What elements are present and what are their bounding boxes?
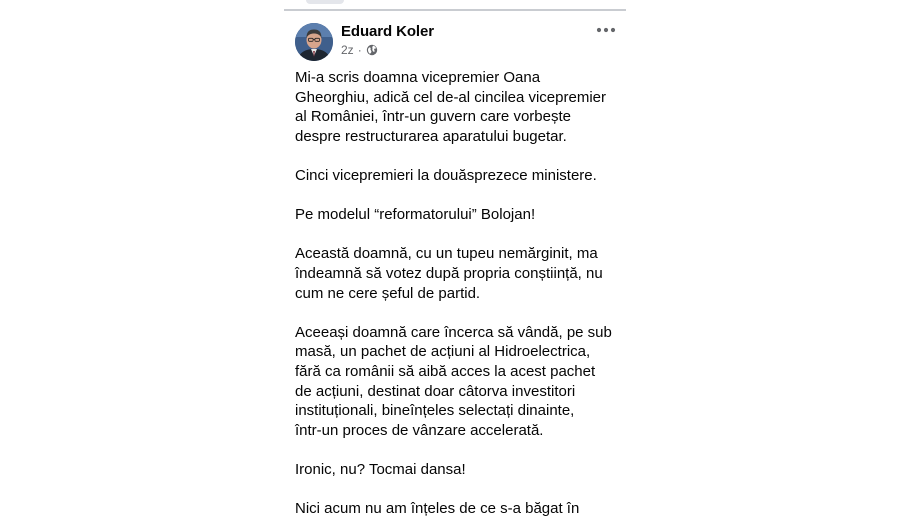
post-text: [295, 68, 623, 530]
post-card: [284, 11, 626, 530]
author-name[interactable]: Eduard Koler: [341, 23, 434, 40]
top-pill: [306, 0, 344, 4]
post-paragraph: Pe modelul “reformatorului” Bolojan!: [295, 206, 536, 224]
meta-separator: ·: [357, 43, 362, 57]
post-paragraph: Această doamnă, cu un tupeu nemărginit, ma îndeamnă să votez după propria conștiință, nu cum ne cere șeful de partid.: [295, 245, 603, 302]
post-timestamp[interactable]: 2z: [341, 43, 354, 57]
post-paragraph: Mi-a scris doamna vicepremier Oana Gheorghiu, adică cel de-al cincilea vicepremier al României, într-un guvern care vorbește despre restructurarea aparatului bugetar.: [295, 69, 606, 145]
post-meta: [341, 43, 378, 57]
post-paragraph: Ironic, nu? Tocmai dansa!: [295, 460, 466, 478]
post-paragraph: Nici acum nu am înțeles de ce s-a băgat în: [295, 500, 580, 518]
post-paragraph: Aceeași doamnă care încerca să vândă, pe sub masă, un pachet de acțiuni al Hidroelectrica, fără ca românii să aibă acces la acest pachet de acțiuni, destinat doar câtorva investitori instituționali, bineînțeles selectați dinainte, într-un proces de vânzare accelerată.: [295, 323, 612, 439]
avatar[interactable]: [295, 23, 333, 61]
post-paragraph: Cinci vicepremieri la douăsprezece ministere.: [295, 166, 597, 184]
more-horizontal-icon: [596, 27, 616, 33]
more-options-button[interactable]: [594, 21, 618, 39]
globe-icon[interactable]: [366, 44, 378, 56]
